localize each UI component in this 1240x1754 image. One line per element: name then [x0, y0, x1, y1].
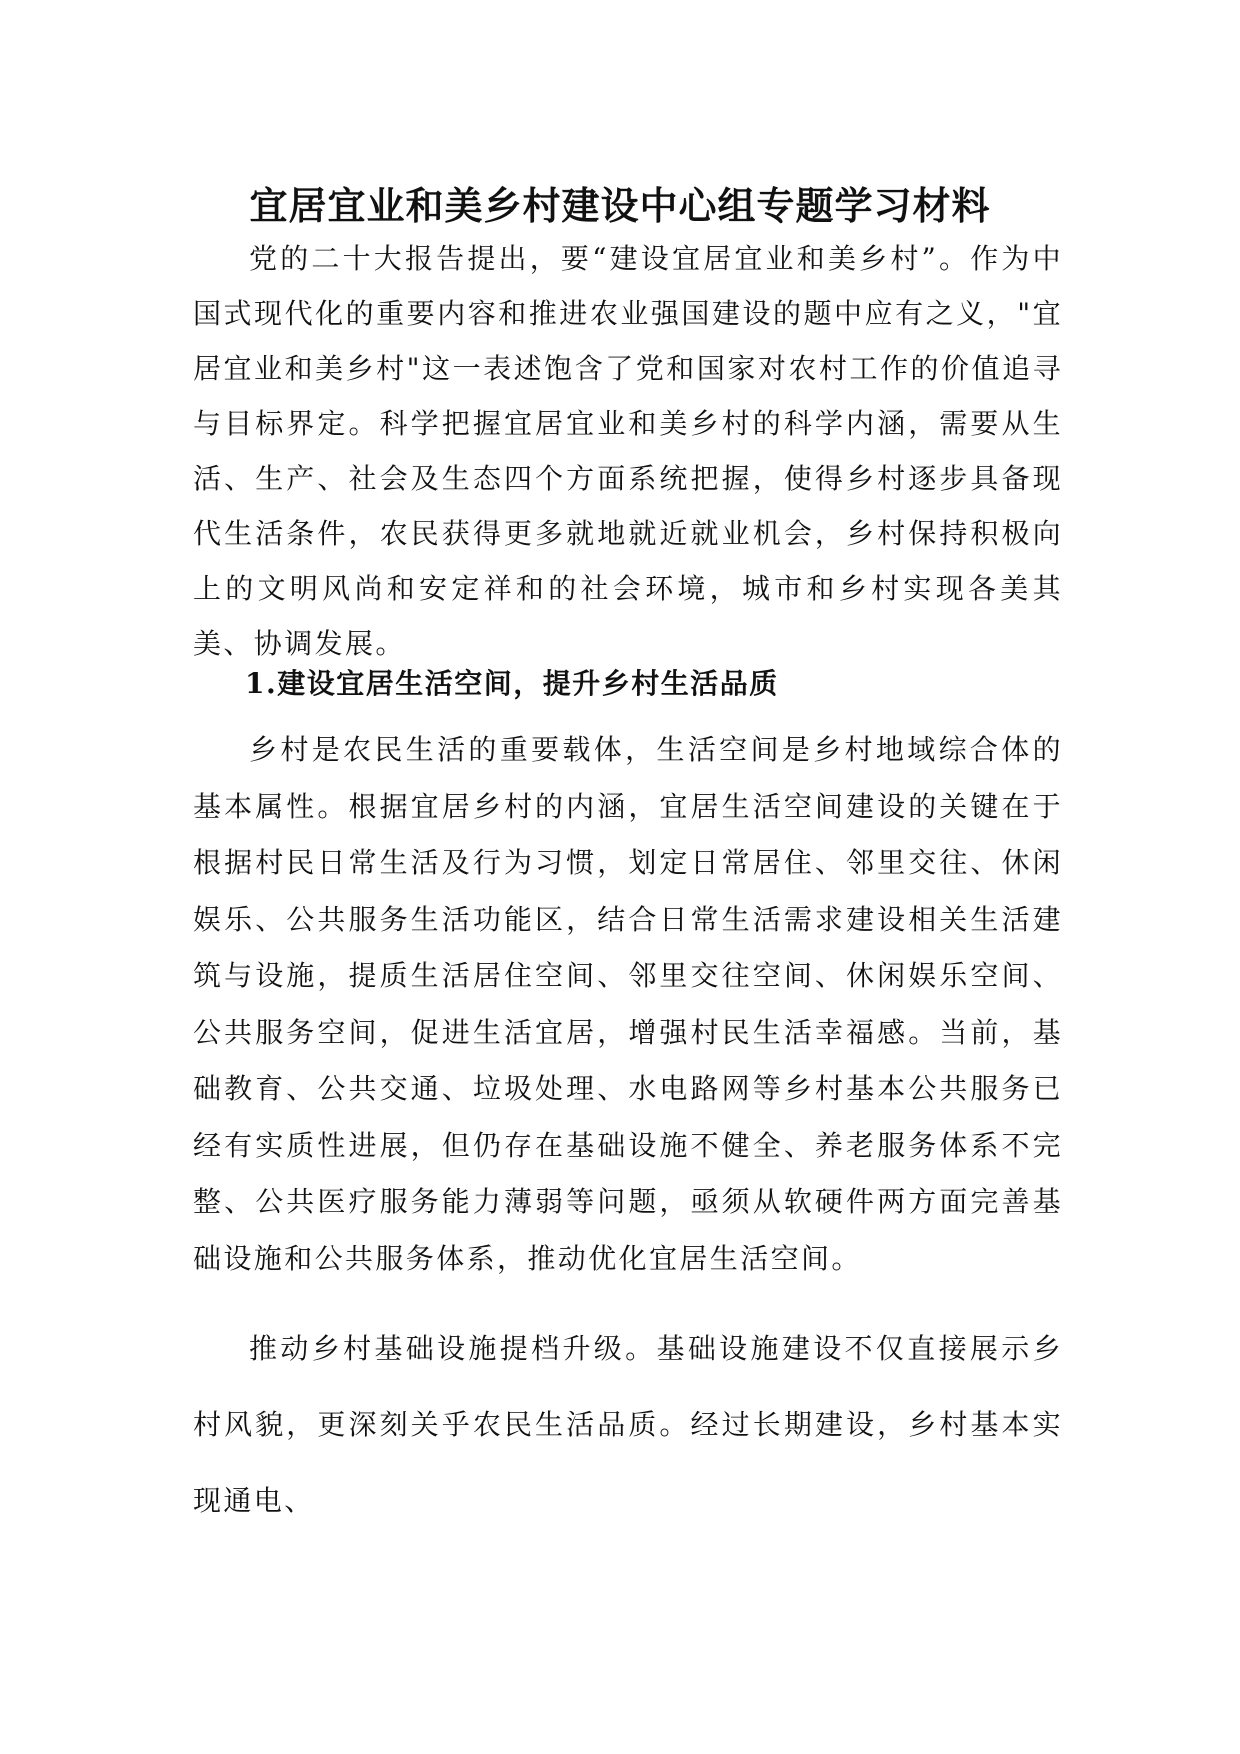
- section-heading: 1.建设宜居生活空间，提升乡村生活品质: [245, 667, 779, 700]
- intro-paragraph: 党的二十大报告提出，要“建设宜居宜业和美乡村”。作为中国式现代化的重要内容和推进农业强国建设的题中应有之义，"宜居宜业和美乡村"这一表述饱含了党和国家对农村工作的价值追寻与目标界定。科学把握宜居宜业和美乡村的科学内涵，需要从生活、生产、社会及生态四个方面系统把握，使得乡村逐步具备现代生活条件，农民获得更多就地就近就业机会，乡村保持积极向上的文明风尚和安定祥和的社会环境，城市和乡村实现各美其美、协调发展。: [193, 242, 1063, 660]
- body-paragraph-2: 推动乡村基础设施提档升级。基础设施建设不仅直接展示乡村风貌，更深刻关乎农民生活品质。经过长期建设，乡村基本实现通电、: [193, 1332, 1063, 1517]
- body-paragraph: 乡村是农民生活的重要载体，生活空间是乡村地域综合体的基本属性。根据宜居乡村的内涵，宜居生活空间建设的关键在于根据村民日常生活及行为习惯，划定日常居住、邻里交往、休闲娱乐、公共服务生活功能区，结合日常生活需求建设相关生活建筑与设施，提质生活居住空间、邻里交往空间、休闲娱乐空间、公共服务空间，促进生活宜居，增强村民生活幸福感。当前，基础教育、公共交通、垃圾处理、水电路网等乡村基本公共服务已经有实质性进展，但仍存在基础设施不健全、养老服务体系不完整、公共医疗服务能力薄弱等问题，亟须从软硬件两方面完善基础设施和公共服务体系，推动优化宜居生活空间。: [193, 733, 1063, 1275]
- document-title: 宜居宜业和美乡村建设中心组专题学习材料: [249, 183, 991, 228]
